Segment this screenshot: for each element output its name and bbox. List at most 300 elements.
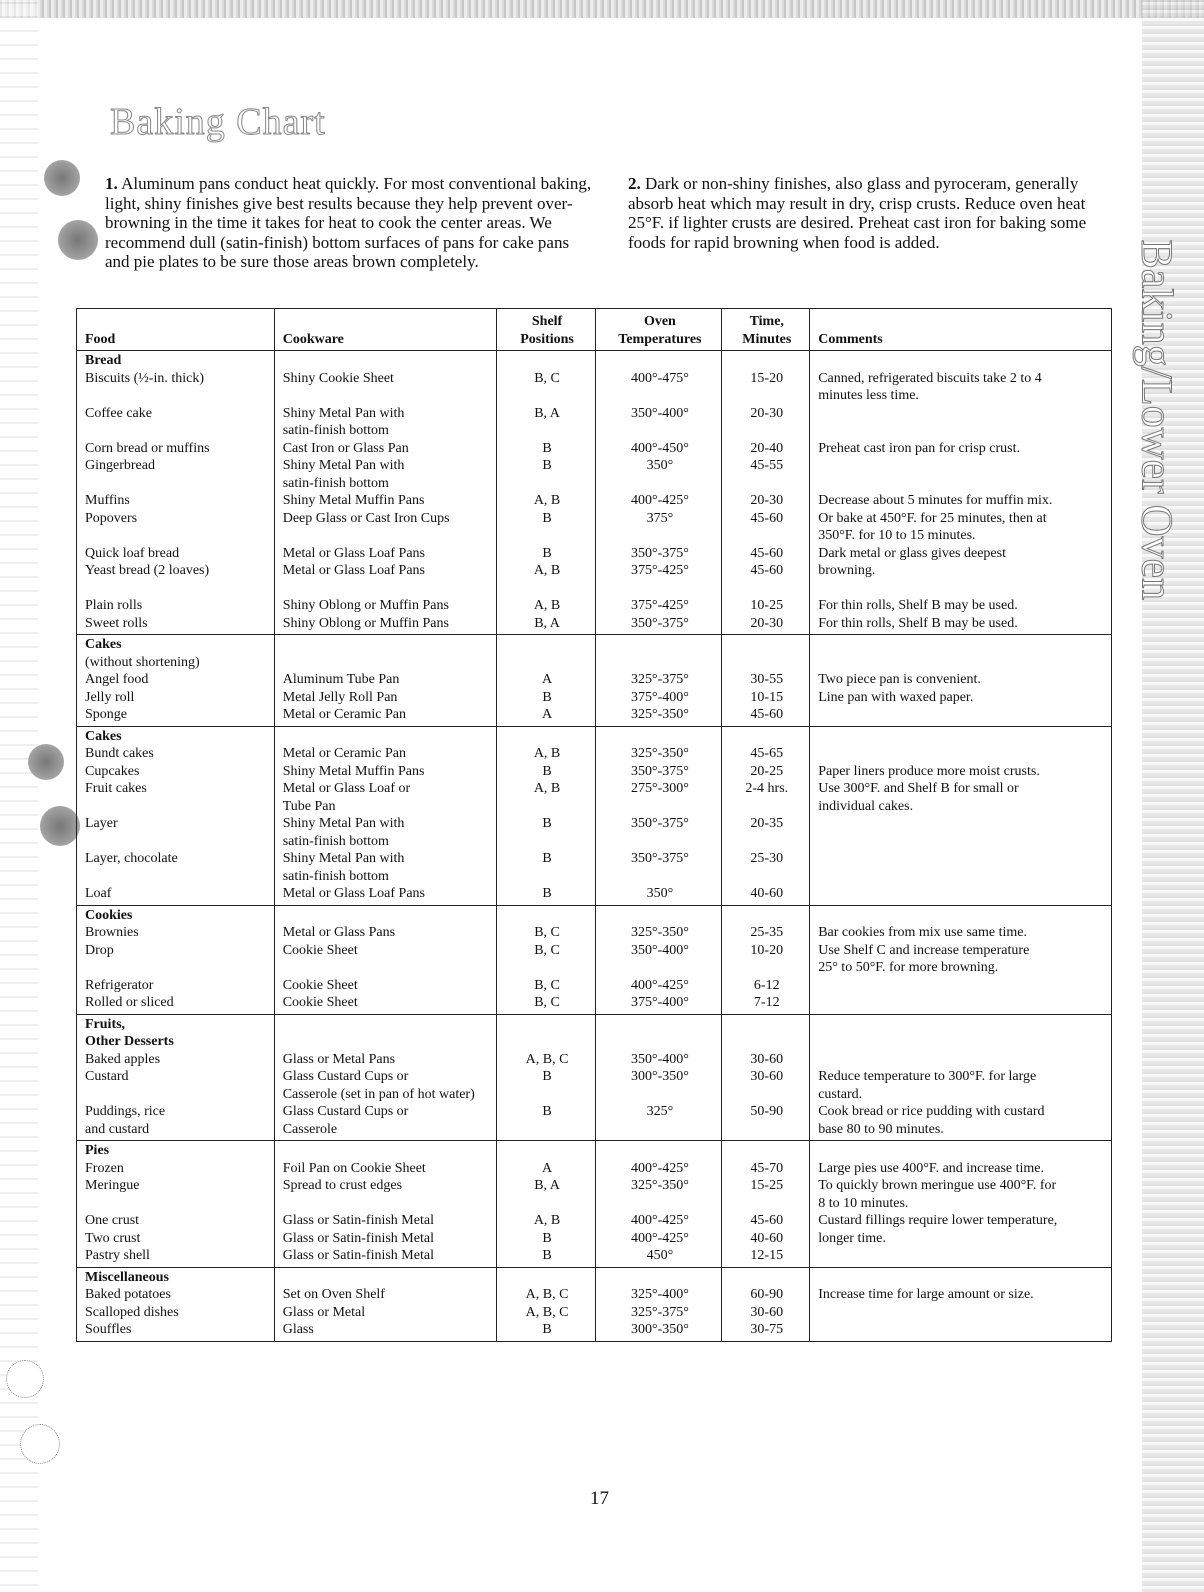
cell-line — [818, 868, 1105, 886]
cell-line: 350° — [646, 886, 674, 901]
cell-line: Meringue — [85, 1178, 140, 1193]
cell-line: A, B — [533, 746, 561, 761]
cell-line — [818, 977, 1105, 995]
cell-line: Metal or Glass Loaf Pans — [282, 545, 426, 561]
cell-line: 45-60 — [750, 510, 784, 526]
cell-line: 25° to 50°F. for more browning. — [818, 960, 999, 975]
intro-paragraph-1 — [105, 174, 595, 272]
cell-line: 375° — [646, 510, 674, 526]
page-title: Baking Chart — [110, 101, 326, 143]
cell-line: 45-60 — [750, 545, 784, 561]
cell-line — [730, 475, 803, 493]
cell-line: Increase time for large amount or size. — [818, 1287, 1034, 1302]
cell-line: 400°-475° — [630, 370, 689, 386]
food-cell — [77, 726, 275, 905]
cell-line — [604, 1121, 715, 1139]
table-section — [77, 635, 1112, 727]
cell-line: 10-25 — [750, 598, 784, 613]
cell-line: Layer, chocolate — [85, 851, 178, 866]
cell-line: Large pies use 400°F. and increase time. — [818, 1160, 1045, 1176]
food-cell — [77, 1141, 275, 1268]
cell-line: Refrigerator — [85, 977, 154, 993]
cell-line: 375°-425° — [630, 598, 689, 613]
intro-number: 1. — [105, 174, 118, 193]
cell-line: Casserole — [282, 1121, 338, 1137]
intro-paragraph-2 — [628, 174, 1106, 252]
cell-line: Sweet rolls — [85, 615, 148, 631]
section-heading: Cakes — [85, 728, 122, 744]
binder-hole-icon — [40, 806, 80, 846]
cell-line: Paper liners produce more moist crusts. — [818, 763, 1040, 779]
cell-line: 20-30 — [750, 405, 784, 421]
cell-line — [505, 1121, 590, 1139]
cell-line: Two crust — [85, 1230, 141, 1246]
cell-line — [85, 580, 268, 598]
cell-line: A, B — [533, 493, 561, 508]
food-cell — [77, 635, 275, 727]
cell-line — [730, 868, 803, 886]
cell-line — [730, 654, 803, 672]
cell-line: B — [542, 1248, 552, 1263]
temperature-cell — [596, 726, 722, 905]
cell-line: 10-15 — [750, 689, 784, 705]
cell-line: Aluminum Tube Pan — [282, 672, 400, 687]
cell-line: custard. — [818, 1086, 863, 1102]
cell-line: Puddings, rice — [85, 1104, 166, 1119]
cell-line — [505, 580, 590, 598]
cell-line: Drop — [85, 942, 114, 958]
cell-line: Custard fillings require lower temperature, — [818, 1213, 1058, 1228]
cell-line: Shiny Metal Pan with — [282, 851, 405, 866]
cell-line: 60-90 — [750, 1287, 784, 1302]
shelf-cell — [496, 351, 596, 635]
cell-line: 25-30 — [750, 851, 784, 866]
cell-line: B, A — [534, 1178, 560, 1193]
cell-line: and custard — [85, 1121, 150, 1137]
table-header-row — [77, 309, 1112, 351]
cookware-cell — [274, 351, 496, 635]
cell-line: Loaf — [85, 886, 112, 901]
cell-line: 45-60 — [750, 707, 784, 722]
cell-line: 350°-400° — [630, 405, 689, 421]
cell-line: A, B, C — [525, 1304, 569, 1320]
cell-line: B — [542, 1230, 552, 1246]
temperature-cell — [596, 905, 722, 1014]
section-heading: Cookies — [85, 907, 133, 923]
time-cell — [722, 1141, 810, 1268]
cell-line — [505, 868, 590, 886]
intro-number: 2. — [628, 174, 641, 193]
cell-line: Plain rolls — [85, 598, 143, 613]
cell-line: 40-60 — [750, 1230, 784, 1246]
cell-line: 30-60 — [750, 1051, 784, 1067]
cell-line — [818, 994, 1105, 1012]
cell-line: Layer — [85, 816, 118, 831]
shelf-cell — [496, 1141, 596, 1268]
cell-line — [505, 1195, 590, 1213]
cell-line — [604, 868, 715, 886]
cell-line — [85, 959, 268, 977]
cell-line: Sponge — [85, 707, 127, 722]
cell-line: Cookie Sheet — [282, 995, 358, 1010]
cell-line: 350°-400° — [630, 1051, 689, 1067]
cell-line — [604, 798, 715, 816]
cell-line: B, A — [534, 405, 560, 421]
cell-line: 30-60 — [750, 1304, 784, 1320]
cell-line: B — [542, 886, 552, 901]
table-section — [77, 351, 1112, 635]
cookware-cell — [274, 1014, 496, 1141]
header-shelf: Shelf Positions — [496, 309, 596, 351]
cell-line: 20-30 — [750, 615, 784, 631]
section-heading: Cakes — [85, 637, 122, 652]
time-cell — [722, 726, 810, 905]
header-time: Time, Minutes — [722, 309, 810, 351]
cell-line: B, C — [534, 942, 560, 958]
cell-line: Decrease about 5 minutes for muffin mix. — [818, 493, 1053, 508]
cell-line: 45-55 — [750, 458, 784, 473]
cell-line: Metal or Glass Loaf or — [282, 781, 411, 796]
cell-line: To quickly brown meringue use 400°F. for — [818, 1178, 1057, 1193]
cell-line — [818, 706, 1105, 724]
cell-line — [818, 457, 1105, 475]
cell-line: A, B, C — [525, 1051, 569, 1067]
shelf-cell — [496, 905, 596, 1014]
cell-line — [604, 959, 715, 977]
cell-line — [505, 475, 590, 493]
cell-line — [85, 1086, 268, 1104]
cell-line — [730, 422, 803, 440]
cell-line: 400°-425° — [630, 493, 689, 508]
cell-line — [818, 850, 1105, 868]
cell-line: Glass or Metal Pans — [282, 1051, 396, 1067]
comments-cell — [810, 905, 1112, 1014]
intro-text: Dark or non-shiny finishes, also glass and pyroceram, generally absorb heat which may result in dry, crisp crusts. Reduce oven heat 25°F. if lighter crusts are desired. Preheat cast iron for baking some foods for rapid browning when food is added. — [628, 174, 1087, 252]
cell-line — [818, 1051, 1105, 1069]
cell-line: 12-15 — [750, 1248, 784, 1263]
cell-line: Gingerbread — [85, 458, 155, 473]
cell-line: 450° — [646, 1248, 674, 1263]
cell-line: Glass Custard Cups or — [282, 1069, 409, 1084]
table-row — [77, 726, 1112, 905]
cell-line — [283, 654, 490, 672]
cell-line: 350°-375° — [630, 763, 689, 779]
cell-line: satin-finish bottom — [282, 423, 389, 438]
cell-line: 45-60 — [750, 563, 784, 578]
cell-line — [730, 959, 803, 977]
cell-line: Glass — [282, 1322, 314, 1337]
food-cell — [77, 1014, 275, 1141]
cell-line: Pastry shell — [85, 1248, 150, 1263]
cell-line: 45-65 — [750, 746, 784, 761]
cell-line: Fruit cakes — [85, 781, 147, 796]
cell-line — [818, 885, 1105, 903]
cell-line — [85, 527, 268, 545]
binder-hole-icon — [6, 1360, 44, 1398]
cell-line — [283, 580, 490, 598]
cell-line: Dark metal or glass gives deepest — [818, 545, 1006, 561]
cell-line: For thin rolls, Shelf B may be used. — [818, 598, 1018, 613]
temperature-cell — [596, 1141, 722, 1268]
cell-line: 350°-375° — [630, 816, 689, 831]
cell-line: Reduce temperature to 300°F. for large — [818, 1069, 1037, 1084]
cell-line: 300°-350° — [630, 1322, 689, 1337]
time-cell — [722, 635, 810, 727]
cell-line: B, C — [534, 995, 560, 1010]
temperature-cell — [596, 1267, 722, 1341]
cell-line: base 80 to 90 minutes. — [818, 1121, 944, 1137]
cell-line: Baked potatoes — [85, 1287, 171, 1302]
cell-line — [85, 868, 268, 886]
table-row — [77, 905, 1112, 1014]
cell-line: Spread to crust edges — [282, 1178, 403, 1193]
cell-line: 20-30 — [750, 493, 784, 508]
cell-line: B — [542, 1322, 552, 1337]
cell-line: B — [542, 440, 552, 456]
cell-line: A — [541, 672, 553, 687]
cell-line: B — [542, 851, 552, 866]
cell-line: Or bake at 450°F. for 25 minutes, then at — [818, 510, 1047, 526]
cell-line — [730, 1086, 803, 1104]
cell-line — [505, 959, 590, 977]
temperature-cell — [596, 351, 722, 635]
cell-line: Glass Custard Cups or — [282, 1104, 409, 1119]
comments-cell — [810, 351, 1112, 635]
cell-line: 350°-400° — [630, 942, 689, 958]
section-heading: Pies — [85, 1143, 110, 1158]
temperature-cell — [596, 1014, 722, 1141]
cell-line: 350°-375° — [630, 545, 689, 561]
cell-line: 275°-300° — [630, 781, 689, 796]
scan-noise-left — [0, 0, 38, 1592]
binder-hole-icon — [20, 1424, 60, 1464]
scan-noise-top — [0, 0, 1204, 18]
cell-line: One crust — [85, 1213, 140, 1228]
cell-line — [818, 654, 1105, 672]
cell-line — [604, 387, 715, 405]
cookware-cell — [274, 635, 496, 727]
table-section — [77, 1014, 1112, 1141]
temperature-cell — [596, 635, 722, 727]
section-heading: Miscellaneous — [85, 1269, 169, 1285]
cell-line — [818, 815, 1105, 833]
cell-line: B, C — [534, 370, 560, 386]
cell-line: Shiny Oblong or Muffin Pans — [282, 598, 449, 613]
cell-line: Shiny Cookie Sheet — [282, 370, 394, 386]
table-section — [77, 905, 1112, 1014]
cell-line: individual cakes. — [818, 798, 914, 814]
cell-line: 325° — [646, 1104, 674, 1119]
cell-line: 15-25 — [750, 1178, 784, 1193]
cell-line: Angel food — [85, 672, 149, 687]
cell-line: Bundt cakes — [85, 746, 154, 761]
cell-line — [730, 833, 803, 851]
cell-line — [818, 1321, 1105, 1339]
cell-line: 45-60 — [750, 1213, 784, 1228]
cell-line: Set on Oven Shelf — [282, 1287, 385, 1302]
cell-line — [505, 654, 590, 672]
cell-line: 25-35 — [750, 925, 784, 940]
cell-line: B — [542, 816, 552, 831]
cell-line — [604, 527, 715, 545]
page-number: 17 — [590, 1488, 609, 1509]
cell-line — [730, 1121, 803, 1139]
cell-line — [283, 527, 490, 545]
comments-cell — [810, 726, 1112, 905]
section-heading: Fruits, — [85, 1016, 126, 1032]
cell-line: 20-25 — [750, 763, 784, 779]
cell-line — [505, 387, 590, 405]
table-section — [77, 726, 1112, 905]
cell-line: Cast Iron or Glass Pan — [282, 440, 409, 456]
cell-line: Foil Pan on Cookie Sheet — [282, 1160, 426, 1176]
intro-text: Aluminum pans conduct heat quickly. For most conventional baking, light, shiny finishes give best results because they help prevent over-browning in the time it takes for heat to cook the center areas. We recommend dull (satin-finish) bottom surfaces of pans for cake pans and pie plates to be sure those areas brown completely. — [105, 174, 592, 271]
cell-line: Cupcakes — [85, 763, 140, 779]
cell-line: Brownies — [85, 925, 139, 940]
cell-line — [818, 1247, 1105, 1265]
cell-line: 400°-425° — [630, 1160, 689, 1176]
cell-line: minutes less time. — [818, 388, 919, 403]
cell-line — [505, 422, 590, 440]
cell-line: 10-20 — [750, 942, 784, 958]
cell-line: Shiny Metal Pan with — [282, 405, 405, 421]
cell-line: B — [542, 689, 552, 705]
cell-line — [730, 387, 803, 405]
cell-line: Yeast bread (2 loaves) — [85, 563, 210, 578]
cell-line: B — [542, 545, 552, 561]
section-heading: Other Desserts — [85, 1034, 174, 1049]
cell-line: A, B — [533, 563, 561, 578]
cell-line: 375°-400° — [630, 995, 689, 1010]
cell-line — [604, 1195, 715, 1213]
shelf-cell — [496, 635, 596, 727]
cell-line: Shiny Metal Muffin Pans — [282, 763, 425, 779]
cell-line — [818, 422, 1105, 440]
cell-line: B, C — [534, 977, 560, 993]
cell-line: Bar cookies from mix use same time. — [818, 925, 1027, 940]
cell-line: 30-75 — [750, 1322, 784, 1337]
cell-line: 400°-450° — [630, 440, 689, 456]
table-section — [77, 1267, 1112, 1341]
cell-line: 40-60 — [750, 886, 784, 901]
cell-line: Metal Jelly Roll Pan — [282, 689, 398, 705]
cell-line: Glass or Satin-finish Metal — [282, 1213, 434, 1228]
cell-line: Deep Glass or Cast Iron Cups — [282, 510, 450, 526]
food-cell — [77, 905, 275, 1014]
cell-line — [505, 833, 590, 851]
cell-line: Muffins — [85, 493, 130, 508]
cell-line — [730, 580, 803, 598]
cell-line: (without shortening) — [85, 654, 200, 670]
cell-line: 45-70 — [750, 1160, 784, 1176]
cell-line: satin-finish bottom — [282, 475, 389, 491]
cell-line — [604, 475, 715, 493]
cell-line — [283, 1195, 490, 1213]
cell-line — [85, 422, 268, 440]
cell-line: Glass or Satin-finish Metal — [282, 1248, 434, 1263]
cell-line: Shiny Metal Pan with — [282, 816, 405, 831]
cell-line: For thin rolls, Shelf B may be used. — [818, 615, 1018, 631]
side-tab-label: Baking/Lower Oven — [1132, 239, 1181, 600]
cell-line: satin-finish bottom — [282, 868, 389, 884]
time-cell — [722, 1014, 810, 1141]
cell-line — [505, 1086, 590, 1104]
cell-line: 325°-400° — [630, 1287, 689, 1302]
cell-line: Metal or Glass Loaf Pans — [282, 886, 426, 901]
comments-cell — [810, 1141, 1112, 1268]
cell-line: Scalloped dishes — [85, 1304, 179, 1320]
table-row — [77, 351, 1112, 635]
cell-line: 400°-425° — [630, 1213, 689, 1228]
time-cell — [722, 905, 810, 1014]
cell-line: Glass or Satin-finish Metal — [282, 1230, 434, 1246]
cell-line — [818, 475, 1105, 493]
cell-line: 300°-350° — [630, 1069, 689, 1084]
cell-line: 30-60 — [750, 1069, 784, 1084]
section-heading: Bread — [85, 353, 122, 368]
cell-line: Metal or Ceramic Pan — [282, 707, 406, 722]
cell-line: B — [542, 458, 552, 473]
header-cookware: Cookware — [274, 309, 496, 351]
cell-line: 350°F. for 10 to 15 minutes. — [818, 528, 976, 543]
cell-line: A, B — [533, 598, 561, 613]
cell-line: 20-40 — [750, 440, 784, 456]
cell-line — [818, 405, 1105, 423]
cell-line: A, B — [533, 781, 561, 796]
cell-line: Cookie Sheet — [282, 977, 358, 993]
cell-line — [818, 1304, 1105, 1322]
cell-line: 2-4 hrs. — [745, 781, 789, 796]
cell-line: 375°-400° — [630, 689, 689, 705]
cell-line: Baked apples — [85, 1051, 161, 1067]
cell-line — [818, 745, 1105, 763]
binder-hole-icon — [44, 160, 80, 196]
cell-line: Metal or Ceramic Pan — [282, 746, 406, 761]
header-comments: Comments — [810, 309, 1112, 351]
binder-hole-icon — [28, 744, 64, 780]
baking-chart-table — [76, 308, 1112, 1342]
cookware-cell — [274, 1141, 496, 1268]
cell-line — [604, 1086, 715, 1104]
cell-line — [604, 833, 715, 851]
cell-line: Quick loaf bread — [85, 545, 180, 561]
cell-line: Shiny Metal Pan with — [282, 458, 405, 473]
cell-line: 350° — [646, 458, 674, 473]
cell-line: Line pan with waxed paper. — [818, 689, 974, 705]
cell-line: A — [541, 1160, 553, 1176]
cell-line: Shiny Oblong or Muffin Pans — [282, 615, 449, 631]
table-row — [77, 635, 1112, 727]
cell-line: Coffee cake — [85, 405, 152, 421]
cell-line: B, C — [534, 925, 560, 940]
cell-line: Canned, refrigerated biscuits take 2 to 4 — [818, 370, 1042, 386]
cell-line: 375°-425° — [630, 563, 689, 578]
cell-line: 8 to 10 minutes. — [818, 1195, 909, 1211]
cell-line: 400°-425° — [630, 977, 689, 993]
cell-line — [283, 959, 490, 977]
table-section — [77, 1141, 1112, 1268]
shelf-cell — [496, 1267, 596, 1341]
cell-line: satin-finish bottom — [282, 833, 389, 849]
cell-line — [818, 833, 1105, 851]
cell-line: B — [542, 1069, 552, 1084]
cell-line: Preheat cast iron pan for crisp crust. — [818, 440, 1020, 456]
cell-line: Custard — [85, 1069, 129, 1084]
cell-line: Shiny Metal Muffin Pans — [282, 493, 425, 508]
comments-cell — [810, 1267, 1112, 1341]
cookware-cell — [274, 1267, 496, 1341]
cell-line: Frozen — [85, 1160, 124, 1176]
